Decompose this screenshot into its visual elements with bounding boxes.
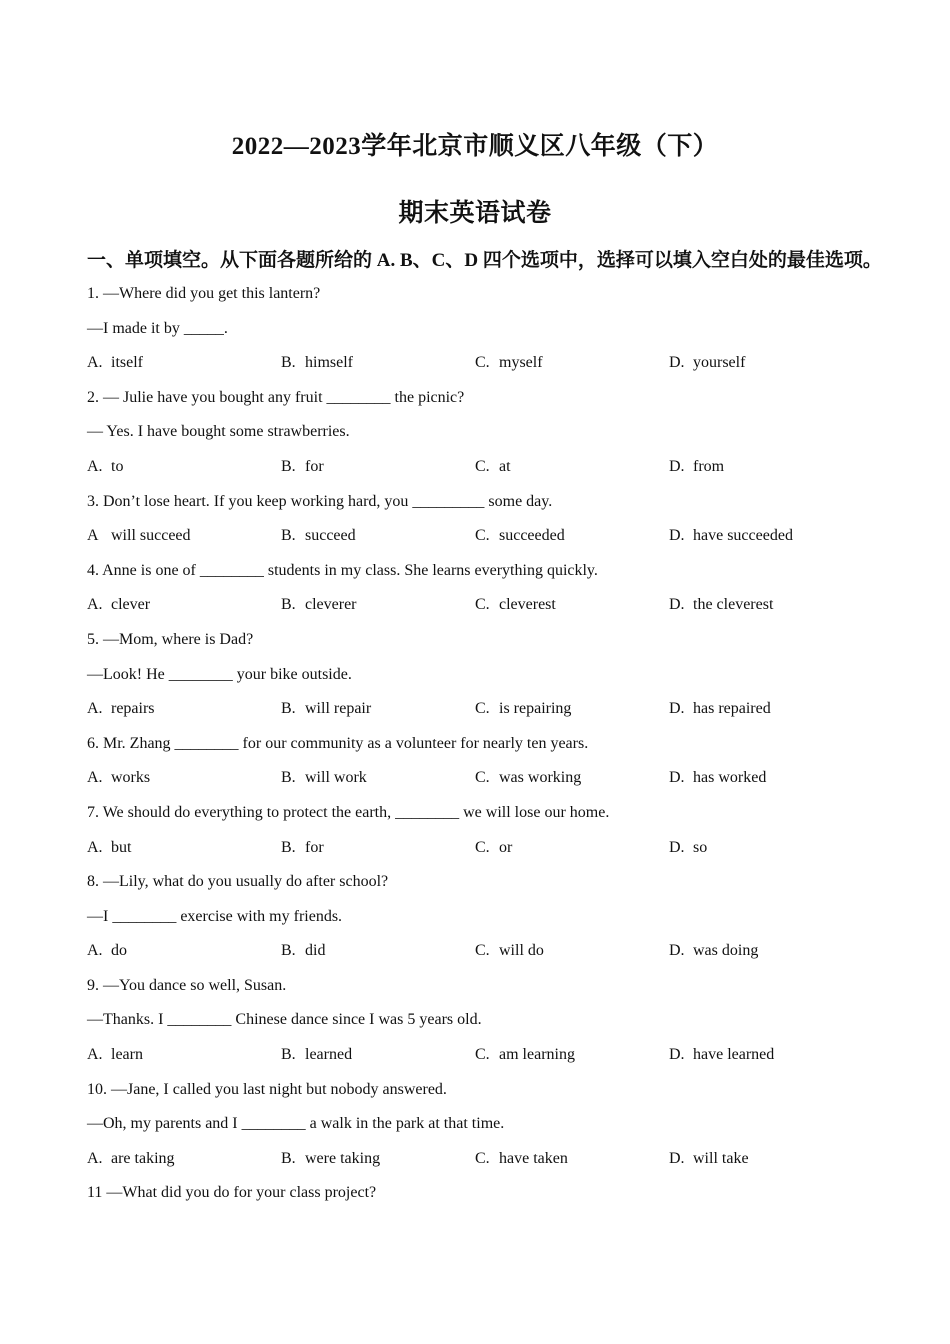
options-row: [87, 455, 887, 490]
question-stem-line: 11 —What did you do for your class project?: [87, 1184, 377, 1202]
question-9: [87, 974, 887, 1078]
option-a: [87, 351, 281, 386]
option-letter: D.: [669, 457, 685, 475]
option-letter: C.: [475, 354, 490, 372]
option-d: [669, 524, 863, 559]
question-stem-line: —Oh, my parents and I ________ a walk in the park at that time.: [87, 1115, 505, 1133]
option-text: cleverer: [305, 596, 357, 614]
option-d: [669, 593, 863, 628]
option-letter: D.: [669, 942, 685, 960]
question-stem-line: — Yes. I have bought some strawberries.: [87, 423, 350, 441]
option-letter: B.: [281, 1149, 296, 1167]
question-stem-line: 10. —Jane, I called you last night but nobody answered.: [87, 1080, 447, 1098]
option-letter: C.: [475, 769, 490, 787]
question-stem-line: 9. —You dance so well, Susan.: [87, 976, 287, 994]
option-b: [281, 524, 475, 559]
options-row: [87, 1147, 887, 1182]
option-a: [87, 939, 281, 974]
question-stem-line: —I ________ exercise with my friends.: [87, 907, 343, 925]
option-letter: C.: [475, 1046, 490, 1064]
option-text: but: [111, 838, 132, 856]
option-letter: C.: [475, 457, 490, 475]
option-d: [669, 351, 863, 386]
question-stem-line: 5. —Mom, where is Dad?: [87, 630, 254, 648]
exam-title-line2: 期末英语试卷: [398, 200, 552, 227]
option-text: myself: [499, 354, 543, 372]
option-letter: A.: [87, 1046, 103, 1064]
option-d: [669, 836, 863, 871]
option-letter: B.: [281, 457, 296, 475]
option-letter: D.: [669, 700, 685, 718]
option-text: has worked: [693, 769, 767, 787]
option-text: at: [499, 457, 511, 475]
option-c: [475, 593, 669, 628]
option-c: [475, 836, 669, 871]
question-stem-line: 8. —Lily, what do you usually do after school?: [87, 873, 389, 891]
option-letter: B.: [281, 769, 296, 787]
option-letter: C.: [475, 838, 490, 856]
option-b: [281, 1043, 475, 1078]
option-text: will work: [305, 769, 367, 787]
option-a: [87, 766, 281, 801]
options-row: [87, 524, 887, 559]
option-b: [281, 939, 475, 974]
option-c: [475, 697, 669, 732]
option-b: [281, 836, 475, 871]
option-text: repairs: [111, 700, 155, 718]
option-text: do: [111, 942, 127, 960]
option-c: [475, 351, 669, 386]
option-text: from: [693, 457, 725, 475]
question-6: [87, 732, 887, 801]
option-letter: D.: [669, 527, 685, 545]
option-a: [87, 455, 281, 490]
option-letter: C.: [475, 942, 490, 960]
option-b: [281, 697, 475, 732]
option-text: succeeded: [499, 527, 565, 545]
option-letter: D.: [669, 769, 685, 787]
option-letter: B.: [281, 527, 296, 545]
option-letter: D.: [669, 838, 685, 856]
option-letter: D.: [669, 1046, 685, 1064]
option-letter: A.: [87, 457, 103, 475]
option-letter: D.: [669, 596, 685, 614]
option-b: [281, 1147, 475, 1182]
option-text: learned: [305, 1046, 353, 1064]
question-stem-line: 6. Mr. Zhang ________ for our community as a volunteer for nearly ten years.: [87, 734, 589, 752]
option-b: [281, 351, 475, 386]
option-text: clever: [111, 596, 151, 614]
question-4: [87, 559, 887, 628]
options-row: [87, 593, 887, 628]
question-10: [87, 1078, 887, 1182]
question-stem-line: 3. Don’t lose heart. If you keep working hard, you _________ some day.: [87, 492, 553, 510]
options-row: [87, 351, 887, 386]
option-text: were taking: [305, 1149, 381, 1167]
option-text: will repair: [305, 700, 372, 718]
option-letter: C.: [475, 700, 490, 718]
option-a: [87, 1147, 281, 1182]
question-1: [87, 282, 887, 386]
option-c: [475, 455, 669, 490]
question-stem-line: —I made it by _____.: [87, 319, 228, 337]
option-text: learn: [111, 1046, 143, 1064]
option-text: have succeeded: [693, 527, 793, 545]
option-letter: C.: [475, 527, 490, 545]
option-d: [669, 697, 863, 732]
option-letter: B.: [281, 838, 296, 856]
option-c: [475, 766, 669, 801]
option-letter: B.: [281, 354, 296, 372]
options-row: [87, 766, 887, 801]
option-text: was working: [499, 769, 582, 787]
option-b: [281, 455, 475, 490]
section-heading: 一、单项填空。从下面各题所给的 A. B、C、D 四个选项中，选择可以填入空白处的最佳选项。: [87, 250, 882, 271]
option-letter: D.: [669, 1149, 685, 1167]
option-a: [87, 1043, 281, 1078]
option-d: [669, 1043, 863, 1078]
option-d: [669, 455, 863, 490]
question-11: [87, 1181, 887, 1216]
question-stem-line: —Thanks. I ________ Chinese dance since I was 5 years old.: [87, 1011, 482, 1029]
option-c: [475, 939, 669, 974]
option-text: has repaired: [693, 700, 771, 718]
option-a: [87, 836, 281, 871]
option-text: for: [305, 838, 324, 856]
option-c: [475, 1043, 669, 1078]
option-letter: B.: [281, 700, 296, 718]
option-letter: B.: [281, 1046, 296, 1064]
option-d: [669, 939, 863, 974]
option-letter: A: [87, 527, 99, 545]
option-text: was doing: [693, 942, 759, 960]
option-d: [669, 1147, 863, 1182]
option-letter: A.: [87, 769, 103, 787]
question-stem-line: 4. Anne is one of ________ students in my class. She learns everything quickly.: [87, 561, 598, 579]
options-row: [87, 939, 887, 974]
option-letter: A.: [87, 838, 103, 856]
question-5: [87, 628, 887, 732]
question-3: [87, 490, 887, 559]
options-row: [87, 1043, 887, 1078]
question-8: [87, 870, 887, 974]
option-b: [281, 593, 475, 628]
option-letter: B.: [281, 596, 296, 614]
option-text: did: [305, 942, 326, 960]
option-text: are taking: [111, 1149, 175, 1167]
option-letter: C.: [475, 1149, 490, 1167]
question-stem-line: —Look! He ________ your bike outside.: [87, 665, 352, 683]
question-stem-line: 7. We should do everything to protect the earth, ________ we will lose our home.: [87, 803, 610, 821]
question-7: [87, 801, 887, 870]
option-text: have taken: [499, 1149, 568, 1167]
option-text: have learned: [693, 1046, 775, 1064]
option-d: [669, 766, 863, 801]
option-a: [87, 593, 281, 628]
option-letter: A.: [87, 596, 103, 614]
option-b: [281, 766, 475, 801]
option-letter: A.: [87, 354, 103, 372]
option-text: will take: [693, 1149, 749, 1167]
option-text: works: [111, 769, 151, 787]
option-text: the cleverest: [693, 596, 774, 614]
exam-title-line1: 2022—2023学年北京市顺义区八年级（下）: [231, 133, 719, 160]
option-text: for: [305, 457, 324, 475]
option-letter: C.: [475, 596, 490, 614]
option-text: am learning: [499, 1046, 575, 1064]
question-list: [87, 282, 887, 1216]
option-letter: A.: [87, 1149, 103, 1167]
option-text: to: [111, 457, 124, 475]
option-text: himself: [305, 354, 353, 372]
option-letter: D.: [669, 354, 685, 372]
option-c: [475, 524, 669, 559]
option-a: [87, 524, 281, 559]
option-letter: B.: [281, 942, 296, 960]
option-c: [475, 1147, 669, 1182]
option-text: cleverest: [499, 596, 556, 614]
option-letter: A.: [87, 700, 103, 718]
option-text: so: [693, 838, 708, 856]
option-text: itself: [111, 354, 143, 372]
option-text: is repairing: [499, 700, 572, 718]
question-2: [87, 386, 887, 490]
options-row: [87, 697, 887, 732]
option-text: yourself: [693, 354, 746, 372]
option-a: [87, 697, 281, 732]
option-text: will succeed: [111, 527, 191, 545]
option-text: will do: [499, 942, 544, 960]
option-text: succeed: [305, 527, 356, 545]
question-stem-line: 2. — Julie have you bought any fruit ________ the picnic?: [87, 388, 465, 406]
question-stem-line: 1. —Where did you get this lantern?: [87, 285, 321, 302]
options-row: [87, 836, 887, 871]
option-text: or: [499, 838, 513, 856]
option-letter: A.: [87, 942, 103, 960]
